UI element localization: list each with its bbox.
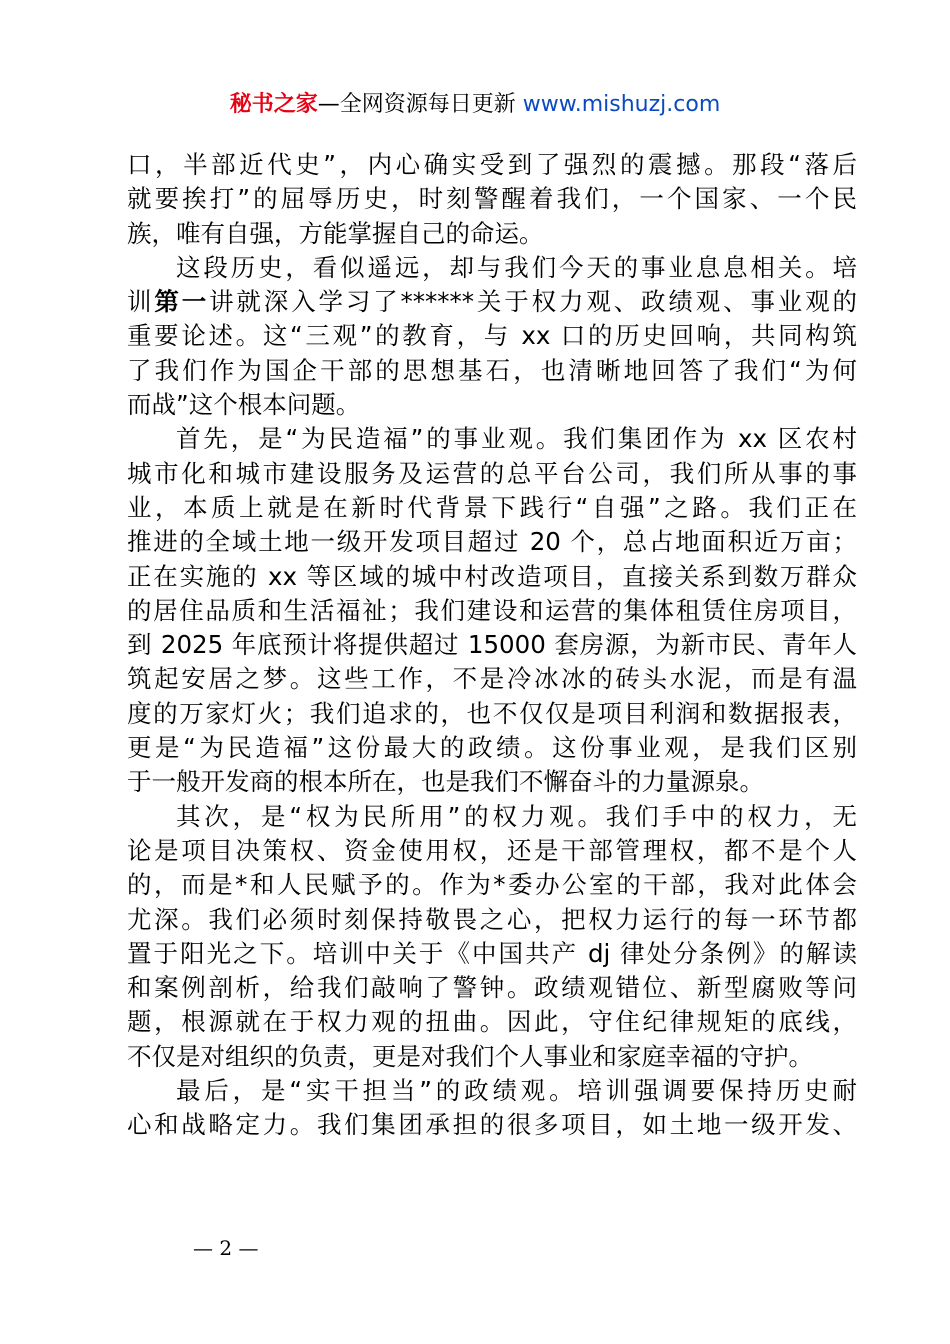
text-line xyxy=(127,285,857,319)
text-segment: 训 xyxy=(127,287,155,317)
text-line: 度的万家灯火；我们追求的，也不仅仅是项目利润和数据报表， xyxy=(127,698,857,728)
text-line: 业，本质上就是在新时代背景下践行“自强”之路。我们正在 xyxy=(127,492,857,522)
site-brand: 秘书之家 xyxy=(229,92,318,117)
page-number: — 2 — xyxy=(193,1236,259,1260)
text-line: 更是“为民造福”这份最大的政绩。这份事业观，是我们区别 xyxy=(127,733,857,763)
text-line: 置于阳光之下。培训中关于《中国共产 dj 律处分条例》的解读 xyxy=(127,938,857,968)
text-line: 了我们作为国企干部的思想基石，也清晰地回答了我们“为何 xyxy=(127,355,857,385)
text-line: 正在实施的 xx 等区域的城中村改造项目，直接关系到数万群众 xyxy=(127,561,857,591)
text-line: 族，唯有自强，方能掌握自己的命运。 xyxy=(127,218,544,248)
text-segment: 讲就深入学习了******关于权力观、政绩观、事业观的 xyxy=(209,287,857,317)
text-line: 最后，是“实干担当”的政绩观。培训强调要保持历史耐 xyxy=(176,1076,857,1106)
text-line: 筑起安居之梦。这些工作，不是冷冰冰的砖头水泥，而是有温 xyxy=(127,664,857,694)
text-line: 就要挨打”的屈辱历史，时刻警醒着我们，一个国家、一个民 xyxy=(127,184,857,214)
text-line: 城市化和城市建设服务及运营的总平台公司，我们所从事的事 xyxy=(127,458,857,488)
text-line: 这段历史，看似遥远，却与我们今天的事业息息相关。培 xyxy=(176,252,857,282)
text-line: 于一般开发商的根本所在，也是我们不懈奋斗的力量源泉。 xyxy=(127,767,764,797)
bold-text: 第一 xyxy=(154,287,210,317)
text-line: 首先，是“为民造福”的事业观。我们集团作为 xx 区农村 xyxy=(176,424,857,454)
document-body xyxy=(127,148,857,1143)
text-line: 到 2025 年底预计将提供超过 15000 套房源，为新市民、青年人 xyxy=(127,630,857,660)
text-line: 尤深。我们必须时刻保持敬畏之心，把权力运行的每一环节都 xyxy=(127,904,857,934)
text-line: 心和战略定力。我们集团承担的很多项目，如土地一级开发、 xyxy=(127,1110,857,1140)
site-tagline: —全网资源每日更新 xyxy=(317,92,516,117)
text-line: 其次，是“权为民所用”的权力观。我们手中的权力，无 xyxy=(176,801,857,831)
text-line: 推进的全域土地一级开发项目超过 20 个，总占地面积近万亩； xyxy=(127,527,857,557)
text-line: 重要论述。这“三观”的教育，与 xx 口的历史回响，共同构筑 xyxy=(127,321,857,351)
text-line: 的，而是*和人民赋予的。作为*委办公室的干部，我对此体会 xyxy=(127,870,857,900)
text-line: 而战”这个根本问题。 xyxy=(127,390,361,420)
text-line: 口，半部近代史”，内心确实受到了强烈的震撼。那段“落后 xyxy=(127,150,857,179)
text-line: 论是项目决策权、资金使用权，还是干部管理权，都不是个人 xyxy=(127,835,857,865)
text-line: 题，根源就在于权力观的扭曲。因此，守住纪律规矩的底线， xyxy=(127,1007,857,1037)
page-header xyxy=(0,88,950,122)
text-line: 的居住品质和生活福祉；我们建设和运营的集体租赁住房项目， xyxy=(127,595,857,625)
site-url[interactable]: www.mishuzj.com xyxy=(522,92,721,117)
text-line: 和案例剖析，给我们敲响了警钟。政绩观错位、新型腐败等问 xyxy=(127,973,857,1003)
text-line: 不仅是对组织的负责，更是对我们个人事业和家庭幸福的守护。 xyxy=(127,1041,813,1071)
